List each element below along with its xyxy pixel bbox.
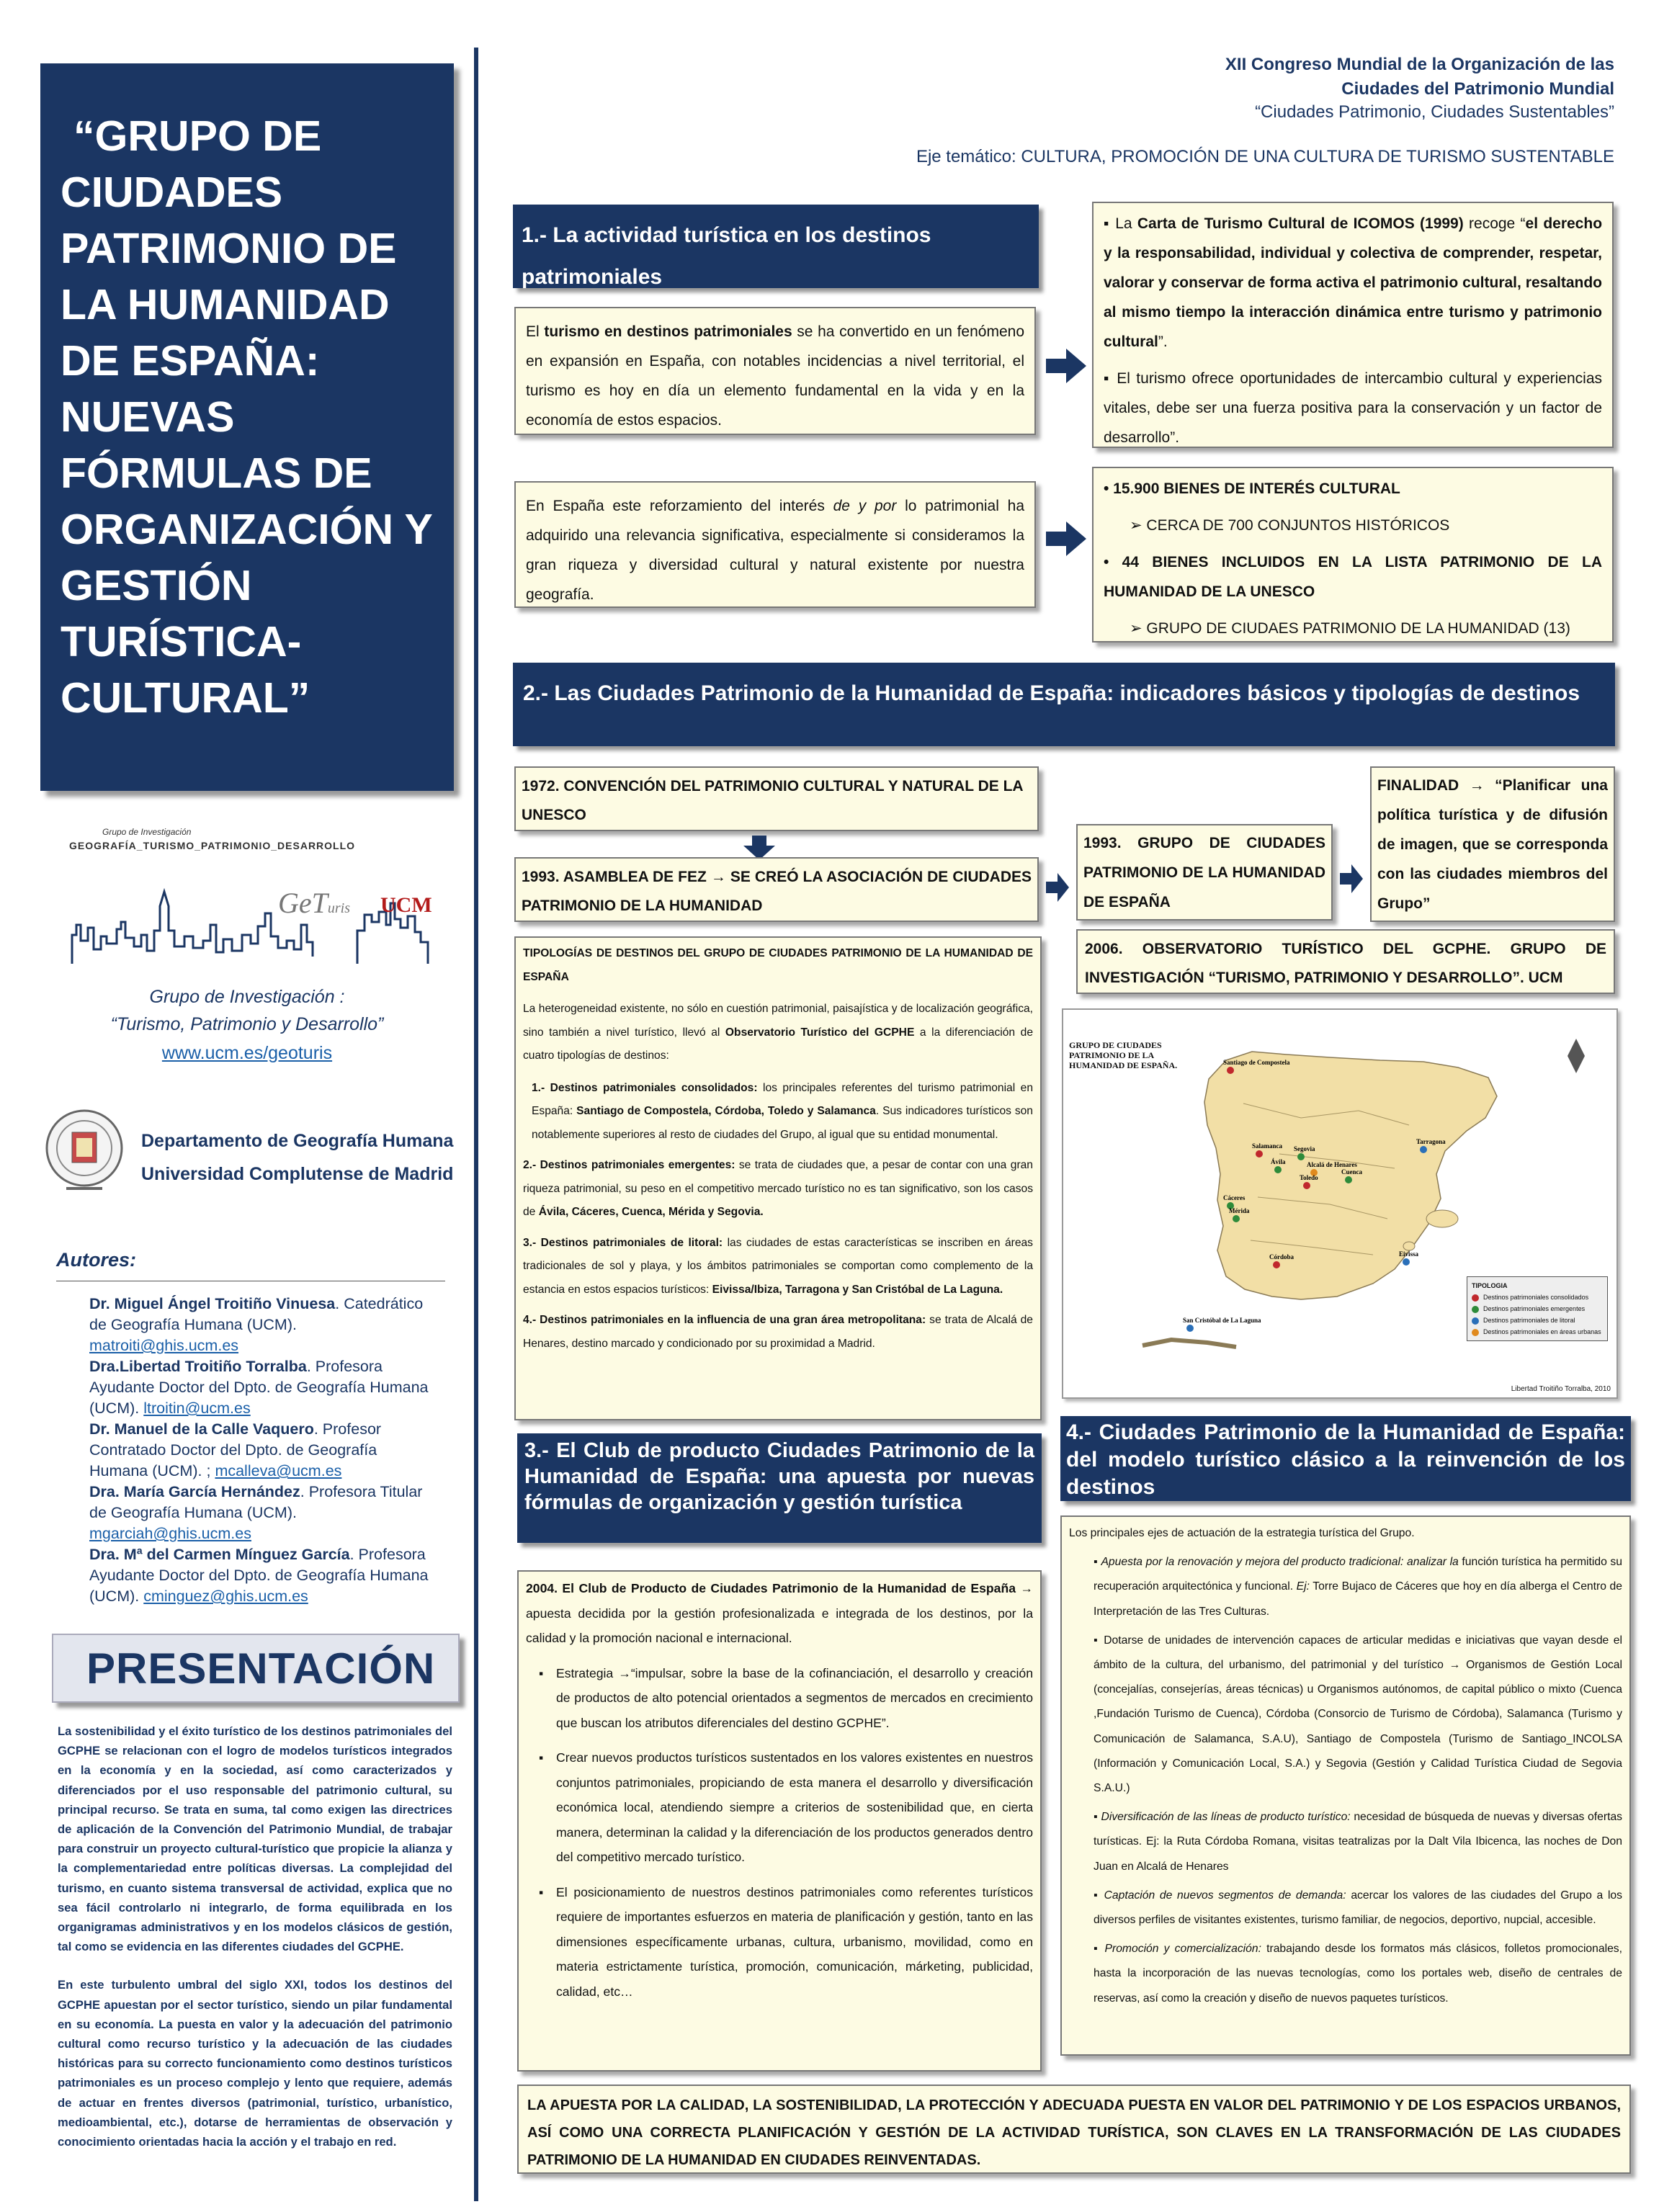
tipologias-box [514,936,1042,1420]
legend-swatch [1472,1294,1479,1302]
author-email-link[interactable]: mgarciah@ghis.ucm.es [89,1525,251,1542]
tip1-cities: Santiago de Compostela, Córdoba, Toledo y Salamanca [576,1105,876,1117]
eje-item: ▪ Dotarse de unidades de intervención capaces de articular medidas e iniciativas que vayan desde el ámbito de la cultura, del urbanismo, del patrimonial y del turístico → Organismos de Gestión Local (concejalías, consejerías, áreas técnicas) u Organismos autónomos, de capital público o mixto (Cuenca ,Fundación Turismo de Cuenca), Córdoba (Consorcio de Turismo de Córdoba), Salamanca (Turismo y Comunicación de Salamanca, S.A.U), Santiago de Compostela (Turismo de Santiago_INCOLSA (Información y Comunicación Local, S.A.) y Segovia (Gestión y Calidad Turística Ciudad de Segovia S.A.U.) [1094,1634,1622,1795]
bullet-icon: ▪ [539,1750,544,1765]
author-entry [89,1544,438,1607]
author-name: Dr. Manuel de la Calle Vaquero [89,1420,314,1438]
city-marker [1186,1325,1194,1332]
tip-intro-c: a la diferenciación de cuatro tipologías de destinos: [523,1026,1033,1062]
logo-ucm: UCM [380,893,432,917]
finalidad-text: “Planificar una política turística y de difusión de imagen, que se corresponda con las ciudades miembros del Grupo” [1377,777,1608,912]
map-legend [1467,1276,1608,1341]
group-line2: “Turismo, Patrimonio y Desarrollo” [110,1014,384,1034]
congress-line1: XII Congreso Mundial de la Organización de las [1225,55,1614,74]
section3-header: 3.- El Club de producto Ciudades Patrimonio de la Humanidad de España: una apuesta por nuevas fórmulas de organización y gestión turística [517,1433,1042,1543]
city-label: San Cristóbal de La Laguna [1183,1317,1261,1324]
congress-line2: Ciudades del Patrimonio Mundial [1341,79,1614,99]
legend-entry [1472,1326,1603,1338]
tip3-b: las ciudades de estas características se inscriben en áreas tradicionales de sol y playa, y los ámbitos patrimoniales se comportan como complemento de la estancia en estos espacios turísticos: [523,1236,1033,1296]
city-label: Segovia [1294,1145,1315,1152]
research-group-logo [69,827,444,971]
tip1-d: . Sus indicadores turísticos son notablemente superiores al resto de ciudades del Grupo, al igual que su entidad monumental. [532,1105,1033,1141]
icomos-2: El turismo ofrece oportunidades de intercambio cultural y experiencias vitales, debe ser una fuerza positiva para la conservación y un factor de desarrollo”. [1104,370,1603,446]
tip3-cities: Eivissa/Ibiza, Tarragona y San Cristóbal de La Laguna. [712,1283,1003,1296]
tip-intro-b: Observatorio Turístico del GCPHE [725,1026,915,1039]
arrow-right-icon [1046,521,1086,556]
eje1-a: Apuesta por la renovación y mejora del producto tradicional: analizar la [1101,1556,1459,1569]
author-name: Dra. Mª del Carmen Mínguez García [89,1546,350,1563]
author-name: Dra. María García Hernández [89,1483,300,1500]
arrow-down-icon [743,836,775,860]
city-marker [1256,1150,1263,1158]
author-entry [89,1419,438,1482]
finalidad-label: FINALIDAD → [1377,777,1485,794]
s1-icomos-box: ▪ La Carta de Turismo Cultural de ICOMOS (1999) recoge “el derecho y la responsabilidad, individual y colectiva de comprender, respetar, valorar y conservar de forma activa el patrimonio cultural, resaltando al mismo tiempo la interacción dinámica entre turismo y patrimonio cultural”. ▪ El turismo ofrece oportunidades de intercambio cultural y experiencias vitales, debe ser una fuerza positiva para la conservación y un factor de desarrollo”. [1092,202,1614,448]
bullet-icon: ▪ [539,1665,544,1680]
spain-map [1062,1008,1618,1399]
author-name: Dra.Libertad Troitiño Torralba [89,1358,307,1375]
presentacion-p2: En este turbulento umbral del siglo XXI, todos los destinos del GCPHE apuestan por el sector turístico, siendo un pilar fundamental en su economía. La puesta en valor y la adecuación del patrimonio cultural como recurso turístico y la adecuación de las ciudades históricas para su correcto funcionamiento como destinos turísticos patrimoniales es un proceso complejo y lento que requiere, además de actuar en frentes diversos (patrimonial, turístico, urbanístico, medioambiental, etc.), dotarse de herramientas de observación y conocimiento orientadas hacia la acción y el trabajo en red. [58,1978,452,2149]
club-item-text: Crear nuevos productos turísticos sustentados en los valores existentes en nuestros conjuntos patrimoniales, propiciando de esta manera el desarrollo y diversificación económica local, atendiendo siempre a criterios de sostenibilidad que, en cierta manera, determinan la calidad y la diferenciación de los productos generados dentro del competitivo mercado turístico. [556,1750,1033,1864]
s1-box1-a: El [526,323,540,340]
eje1-b: función turística ha permitido su recuperación arquitectónica y funcional. [1094,1556,1622,1593]
eje1-c: Ej: [1296,1580,1310,1593]
author-email-link[interactable]: mcalleva@ucm.es [215,1462,342,1479]
eje4-b: acercar los valores de las ciudades del Grupo a los diversos perfiles de visitantes existentes, turismo familiar, de negocios, deportivo, nupcial, accesible. [1094,1889,1622,1927]
city-marker [1233,1215,1240,1222]
legend-swatch [1472,1317,1479,1325]
icomos-d: el derecho y la responsabilidad, individual y colectiva de comprender, respetar, valorar y conservar de forma activa el patrimonio cultural, resaltando al mismo tiempo la interacción dinámica entre turismo y patrimonio cultural [1104,215,1603,350]
eje2: Dotarse de unidades de intervención capaces de articular medidas e iniciativas que vayan desde el ámbito de la cultura, del urbanismo, del patrimonial y del turístico → Organismos de Gestión Local (concejalías, consejerías, áreas técnicas) u Organismos autónomos, de capital público o mixto (Cuenca ,Fundación Turismo de Cuenca), Córdoba (Consorcio de Turismo de Córdoba), Salamanca (Turismo y Comunicación de Salamanca, S.A.U), Santiago de Compostela (Turismo de Santiago_INCOLSA (Información y Comunicación Local, S.A.) y Segovia (Gestión y Calidad Turística Ciudad de Segovia S.A.U.) [1094,1634,1622,1795]
stat-gcphe: ➢ GRUPO DE CIUDAES PATRIMONIO DE LA HUMANIDAD (13) [1130,620,1570,637]
city-label: Ávila [1271,1158,1286,1165]
ucm-crest-icon [45,1103,124,1197]
author-desc: . Profesora Ayudante Doctor del Dpto. de Geografía Humana (UCM). [89,1358,429,1417]
author-entry [89,1294,438,1356]
group-url-link[interactable]: www.ucm.es/geoturis [161,1043,333,1063]
arrow-right-icon [1046,873,1069,902]
legend-entry [1472,1303,1603,1315]
box-finalidad [1370,766,1615,922]
ejes-actuacion-box [1060,1515,1631,2056]
icomos-c: recoge “ [1469,215,1526,232]
ejes-list [1069,1550,1622,2011]
logo-uris: uris [327,900,351,916]
stat-unesco: • 44 BIENES INCLUIDOS EN LA LISTA PATRIMONIO DE LA HUMANIDAD DE LA UNESCO [1104,554,1602,600]
city-marker [1273,1261,1280,1268]
legend-label: Destinos patrimoniales consolidados [1483,1294,1589,1301]
tip1-b: los principales referentes del turismo patrimonial en España: [532,1081,1033,1117]
city-label: Tarragona [1416,1138,1446,1145]
tipologias-title: TIPOLOGÍAS DE DESTINOS DEL GRUPO DE CIUDADES PATRIMONIO DE LA HUMANIDAD DE ESPAÑA [523,947,1033,983]
legend-entry [1472,1315,1603,1326]
university-name: Universidad Complutense de Madrid [141,1164,454,1184]
map-credit: Libertad Troitiño Torralba, 2010 [1511,1385,1611,1393]
column-divider [474,48,478,2201]
eje5-b: trabajando desde los formatos más clásicos, folletos promocionales, hasta la incorporación de las nuevas tecnologías, como los portales web, diseño de centrales de reservas, así como la creación y diseño de nuevos paquetes turísticos. [1094,1943,1623,2005]
city-label: Cáceres [1223,1194,1246,1201]
club-item-text: El posicionamiento de nuestros destinos patrimoniales como referentes turísticos requiere de importantes esfuerzos en materia de planificación y gestión, tanto en las dimensiones específicamente urbanas, cultura, urbanismo, movilidad, como en materia estrictamente turística, promoción, comunicación, márketing, publicidad, calidad, etc… [556,1884,1033,1999]
s1-stats-box [1092,467,1614,642]
section1-header: 1.- La actividad turística en los destinos patrimoniales [513,205,1039,288]
tip2-label: 2.- Destinos patrimoniales emergentes: [523,1159,735,1171]
city-label: Santiago de Compostela [1223,1059,1290,1066]
map-title: GRUPO DE CIUDADES PATRIMONIO DE LA HUMANIDAD DE ESPAÑA. [1069,1040,1178,1070]
author-entry [89,1482,438,1544]
author-entry [89,1356,438,1419]
presentacion-text [58,1721,452,2151]
eje-item: ▪ Apuesta por la renovación y mejora del producto tradicional: analizar la función turística ha permitido su recuperación arquitectónica y funcional. Ej: Torre Bujaco de Cáceres que hoy en día alberga el Centro de Interpretación de las Tres Culturas. [1094,1556,1622,1618]
city-label: Salamanca [1252,1142,1283,1150]
arrow-right-icon [1340,864,1363,893]
congress-motto: “Ciudades Patrimonio, Ciudades Sustentables” [1255,102,1614,122]
baleares-shape [1426,1210,1458,1227]
city-marker [1227,1067,1234,1074]
stat-bic: • 15.900 BIENES DE INTERÉS CULTURAL [1104,480,1400,497]
thematic-axis: Eje temático: CULTURA, PROMOCIÓN DE UNA CULTURA DE TURISMO SUSTENTABLE [916,147,1614,166]
logo-top-text: Grupo de Investigación [102,827,192,837]
s1-box1 [514,307,1036,435]
tip1-label: 1.- Destinos patrimoniales consolidados: [532,1081,758,1094]
city-label: Mérida [1229,1207,1250,1214]
presentacion-title: PRESENTACIÓN [86,1644,436,1693]
eje-item: ▪ Promoción y comercialización: trabajando desde los formatos más clásicos, folletos promocionales, hasta la incorporación de las nuevas tecnologías, como los portales web, diseño de centrales de reservas, así como la creación y diseño de nuevos paquetes turísticos. [1094,1943,1623,2005]
tip3-label: 3.- Destinos patrimoniales de litoral: [523,1236,723,1249]
city-marker [1420,1146,1427,1153]
tip4-b: se trata de Alcalá de Henares, destino marcado y condicionado por su proximidad a Madrid. [523,1314,1033,1350]
s1-box2-b: de y por [833,498,897,514]
icomos-b: Carta de Turismo Cultural de ICOMOS (1999) [1137,215,1464,232]
compass-icon [1568,1039,1585,1073]
poster-title: “GRUPO DE CIUDADES PATRIMONIO DE LA HUMANIDAD DE ESPAÑA: NUEVAS FÓRMULAS DE ORGANIZACIÓN Y GESTIÓN TURÍSTICA-CULTURAL” [61,112,432,722]
city-label: Eivissa [1399,1250,1419,1258]
city-label: Cuenca [1341,1168,1362,1176]
section2-header: 2.- Las Ciudades Patrimonio de la Humanidad de España: indicadores básicos y tipologías de destinos [513,663,1615,746]
author-email-link[interactable]: ltroitin@ucm.es [143,1400,251,1417]
legend-label: Destinos patrimoniales de litoral [1483,1317,1575,1324]
eje1-d: Torre Bujaco de Cáceres que hoy en día alberga el Centro de Interpretación de las Tres Culturas. [1094,1580,1622,1618]
author-name: Dr. Miguel Ángel Troitiño Vinuesa [89,1295,336,1312]
club-list-item [526,1745,1033,1870]
city-marker [1345,1176,1352,1183]
club-lead-a: 2004. El Club de Producto de Ciudades Patrimonio de la Humanidad de España [526,1581,1016,1595]
legend-swatch [1472,1306,1479,1313]
conclusion-box: LA APUESTA POR LA CALIDAD, LA SOSTENIBILIDAD, LA PROTECCIÓN Y ADECUADA PUESTA EN VALOR DEL PATRIMONIO Y DE LOS ESPACIOS URBANOS, ASÍ COMO UNA CORRECTA PLANIFICACIÓN Y GESTIÓN DE LA ACTIVIDAD TURÍSTICA, SON CLAVES EN LA TRANSFORMACIÓN DE LAS CIUDADES PATRIMONIO DE LA HUMANIDAD EN CIUDADES REINVENTADAS. [517,2085,1631,2174]
club-list-item [526,1661,1033,1736]
club-list-item [526,1880,1033,2005]
author-desc: . Profesor Contratado Doctor del Dpto. de Geografía Humana (UCM). ; [89,1420,382,1479]
presentacion-p1-gcphe: GCPHE. [357,1940,404,1954]
s1-box1-c: se ha convertido en un fenómeno en expansión en España, con notables incidencias a nivel territorial, el turismo es hoy en día un elemento fundamental en la vida y en la economía de estos espacios. [526,323,1025,429]
eje-item: ▪ Diversificación de las líneas de producto turístico: necesidad de búsqueda de nuevas y diversas ofertas turísticas. Ej: la Ruta Córdoba Romana, visitas teatralizas por la Dalt Vila Ibicenca, las noches de Don Juan en Alcalá de Henares [1094,1811,1623,1873]
icomos-a: La [1115,215,1132,232]
author-email-link[interactable]: cminguez@ghis.ucm.es [143,1588,308,1605]
club-lead-b: → apuesta decidida por la gestión profesionalizada e integrada de los destinos, por la calidad y la promoción nacional e internacional. [526,1581,1033,1645]
author-desc: . Profesora Ayudante Doctor del Dpto. de Geografía Humana (UCM). [89,1546,429,1605]
eje-item: ▪ Captación de nuevos segmentos de demanda: acercar los valores de las ciudades del Grupo a los diversos perfiles de visitantes existentes, turismo familiar, de negocios, deportivo, nupcial, accesible. [1094,1889,1622,1927]
ibiza-shape [1403,1242,1415,1250]
iberia-shape [1204,1052,1497,1299]
section4-header: 4.- Ciudades Patrimonio de la Humanidad de España: del modelo turístico clásico a la reinvención de los destinos [1060,1416,1631,1501]
legend-entry [1472,1291,1603,1303]
s1-box2-c: lo patrimonial ha adquirido una relevancia significativa, especialmente si consideramos la gran riqueza y diversidad cultural y natural existente por nuestra geografía. [526,498,1025,603]
department-name: Departamento de Geografía Humana [141,1131,454,1151]
tip2-cities: Ávila, Cáceres, Cuenca, Mérida y Segovia. [538,1206,764,1218]
box-2006: 2006. OBSERVATORIO TURÍSTICO DEL GCPHE. GRUPO DE INVESTIGACIÓN “TURISMO, PATRIMONIO Y DESARROLLO”. UCM [1076,929,1615,994]
box-1993-gcphe: 1993. GRUPO DE CIUDADES PATRIMONIO DE LA HUMANIDAD DE ESPAÑA [1076,824,1333,921]
eje4-a: Captación de nuevos segmentos de demanda: [1104,1889,1346,1902]
s1-box2 [514,481,1036,608]
s1-box2-a: En España este reforzamiento del interés [526,498,825,514]
box-1972: 1972. CONVENCIÓN DEL PATRIMONIO CULTURAL Y NATURAL DE LA UNESCO [514,766,1039,831]
city-label: Córdoba [1269,1253,1294,1261]
authors-label: Autores: [56,1249,137,1271]
city-marker [1403,1258,1410,1266]
bullet-icon: ▪ [539,1884,544,1899]
eje3-b: necesidad de búsqueda de nuevas y diversas ofertas turísticas. Ej: la Ruta Córdoba Romana, visitas teatralizas por la Dalt Vila Ibicenca, las noches de Don Juan en Alcalá de Henares [1094,1811,1623,1873]
author-email-link[interactable]: matroiti@ghis.ucm.es [89,1337,239,1354]
city-marker [1303,1182,1310,1189]
tip4-label: 4.- Destinos patrimoniales en la influencia de una gran área metropolitana: [523,1314,926,1326]
canarias-shape [1142,1340,1236,1347]
legend-swatch [1472,1329,1479,1336]
city-label: Toledo [1300,1174,1318,1181]
logo-geoturis [278,886,350,920]
box-1993-fez: 1993. ASAMBLEA DE FEZ → SE CREÓ LA ASOCIACIÓN DE CIUDADES PATRIMONIO DE LA HUMANIDAD [514,857,1039,922]
eje3-a: Diversificación de las líneas de producto turístico: [1101,1811,1351,1824]
author-desc: . Catedrático de Geografía Humana (UCM). [89,1295,424,1333]
club-producto-box [517,1570,1042,2072]
city-marker [1297,1153,1305,1160]
tip-intro-a: La heterogeneidad existente, no sólo en cuestión patrimonial, paisajística y de localización geográfica, sino también a nivel turístico, llevó al [523,1003,1033,1039]
s1-box1-b: turismo en destinos patrimoniales [544,323,792,340]
logo-t: T [311,887,328,919]
icomos-e: ”. [1158,333,1168,350]
legend-label: Destinos patrimoniales en áreas urbanas [1483,1328,1601,1335]
group-line1: Grupo de Investigación : [149,987,345,1007]
legend-title: TIPOLOGIA [1472,1282,1508,1289]
stat-conjuntos: ➢ CERCA DE 700 CONJUNTOS HISTÓRICOS [1130,517,1450,534]
legend-label: Destinos patrimoniales emergentes [1483,1305,1586,1312]
logo-mid-text: GEOGRAFÍA_TURISMO_PATRIMONIO_DESARROLLO [69,840,356,851]
club-item-text: Estrategia →“impulsar, sobre la base de la cofinanciación, el desarrollo y creación de productos de alto potencial orientados a segmentos de mercados en crecimiento que buscan los atributos diferenciales del destino GCPHE”. [556,1665,1033,1730]
club-list [526,1661,1033,2005]
presentacion-p1: La sostenibilidad y el éxito turístico de los destinos patrimoniales del GCPHE se relacionan con el logro de modelos turísticos integrados en la economía y en la sociedad, así como caracterizados y diferenciados por el uso responsable del patrimonio cultural, su principal recurso. Se trata en suma, tal como exigen las directrices de aplicación de la Convención del Patrimonio Mundial, de trabajar para construir un proyecto cultural-turístico que propicie la alianza y la complementariedad entre políticas diversas. La complejidad del turismo, en cuanto sistema transversal de actividad, explica que no sea fácil controlarlo ni integrarlo, de forma equilibrada en los organigramas administrativos y en los modelos clásicos de gestión, tal como se evidencia en las diferentes ciudades del [58,1724,452,1954]
logo-ge: Ge [278,887,312,919]
city-marker [1274,1166,1282,1173]
authors-list [89,1294,438,1607]
city-label: Alcalá de Henares [1307,1161,1357,1168]
arrow-right-icon [1046,349,1086,383]
ejes-intro: Los principales ejes de actuación de la estrategia turística del Grupo. [1069,1527,1415,1539]
eje5-a: Promoción y comercialización: [1104,1943,1261,1956]
author-desc: . Profesora Titular de Geografía Humana (UCM). [89,1483,423,1521]
tip2-b: se trata de ciudades que, a pesar de contar con una gran riqueza patrimonial, su peso en el competitivo mercado turístico no es tan significativo, son los casos de [523,1159,1033,1218]
